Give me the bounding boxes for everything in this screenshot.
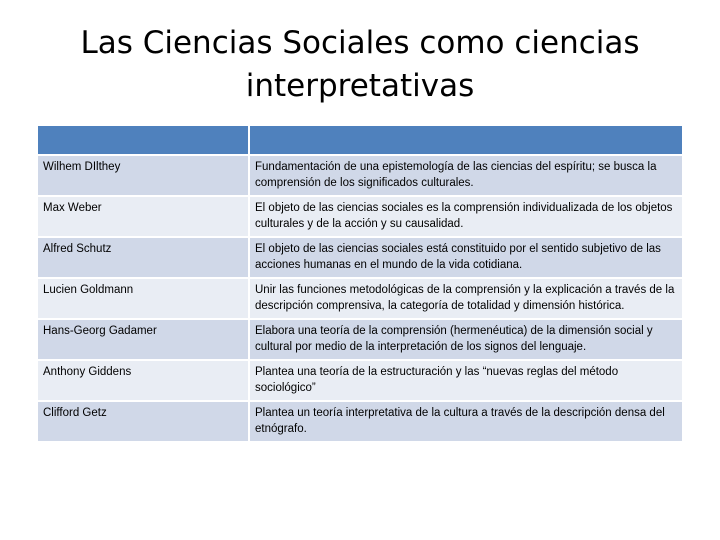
table-header-row — [38, 126, 682, 154]
description-cell: Plantea un teoría interpretativa de la cultura a través de la descripción densa del etnógrafo. — [250, 402, 682, 441]
author-cell: Hans-Georg Gadamer — [38, 320, 248, 359]
table-row — [38, 279, 682, 318]
author-cell: Wilhem DIlthey — [38, 156, 248, 195]
slide-title-line-2: interpretativas — [245, 68, 475, 104]
author-cell: Clifford Getz — [38, 402, 248, 441]
author-cell: Alfred Schutz — [38, 238, 248, 277]
header-cell-author — [38, 126, 248, 154]
authors-table — [36, 124, 684, 443]
table-row — [38, 197, 682, 236]
description-cell: Unir las funciones metodológicas de la comprensión y la explicación a través de la descripción comprensiva, la categoría de totalidad y dimensión histórica. — [250, 279, 682, 318]
table-row — [38, 402, 682, 441]
description-cell: El objeto de las ciencias sociales está constituido por el sentido subjetivo de las acciones humanas en el mundo de la vida cotidiana. — [250, 238, 682, 277]
slide-title-line-1: Las Ciencias Sociales como ciencias — [80, 25, 640, 61]
description-cell: Elabora una teoría de la comprensión (hermenéutica) de la dimensión social y cultural por medio de la interpretación de los signos del lenguaje. — [250, 320, 682, 359]
table-row — [38, 238, 682, 277]
slide-title — [0, 22, 720, 108]
author-cell: Lucien Goldmann — [38, 279, 248, 318]
author-cell: Max Weber — [38, 197, 248, 236]
table-row — [38, 361, 682, 400]
table-row — [38, 320, 682, 359]
description-cell: Plantea una teoría de la estructuración y las “nuevas reglas del método sociológico” — [250, 361, 682, 400]
author-cell: Anthony Giddens — [38, 361, 248, 400]
description-cell: Fundamentación de una epistemología de las ciencias del espíritu; se busca la comprensión de los significados culturales. — [250, 156, 682, 195]
header-cell-description — [250, 126, 682, 154]
table-row — [38, 156, 682, 195]
description-cell: El objeto de las ciencias sociales es la comprensión individualizada de los objetos culturales y de la acción y su causalidad. — [250, 197, 682, 236]
